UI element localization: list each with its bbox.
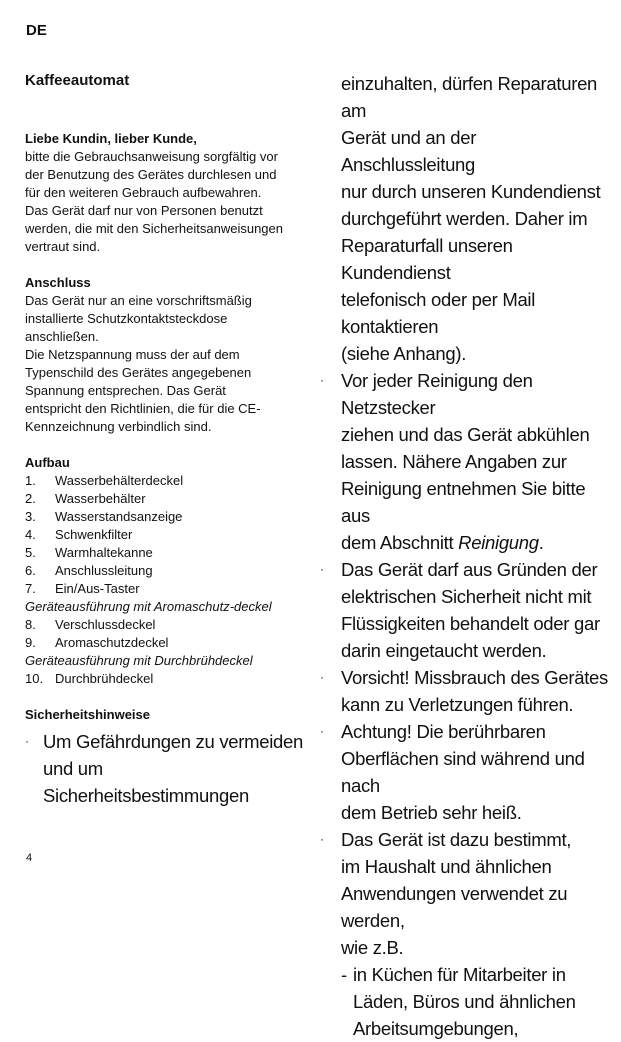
document-title: Kaffeeautomat <box>25 72 130 89</box>
durchbruh-variant-heading: Geräteausführung mit Durchbrühdeckel <box>25 653 253 668</box>
bullet-icon: · <box>320 832 324 846</box>
text-line: (siehe Anhang). <box>341 343 467 364</box>
item-label: Wasserbehälterdeckel <box>55 473 184 488</box>
text-line: Vorsicht! Missbrauch des Gerätes <box>341 667 608 688</box>
text-line: Gerät und an der Anschlussleitung <box>341 127 477 175</box>
item-label: Anschlussleitung <box>55 563 153 578</box>
text-line: bitte die Gebrauchsanweisung sorgfältig vor <box>25 149 278 164</box>
list-item <box>25 472 310 490</box>
text-line: Kennzeichnung verbindlich sind. <box>25 419 212 434</box>
text-line: darin eingetaucht werden. <box>341 640 547 661</box>
list-item <box>25 562 310 580</box>
right-column <box>320 70 610 1042</box>
text-line <box>341 529 610 556</box>
item-number: 5. <box>25 545 36 560</box>
item-number: 1. <box>25 473 36 488</box>
list-item <box>25 508 310 526</box>
item-label: Verschlussdeckel <box>55 617 156 632</box>
text-line: Läden, Büros und ähnlichen <box>353 991 576 1012</box>
item-label: Ein/Aus-Taster <box>55 581 140 596</box>
text-line: wie z.B. <box>341 937 404 958</box>
page-number: 4 <box>26 852 33 864</box>
list-item <box>25 670 310 688</box>
item-label: Aromaschutzdeckel <box>55 635 169 650</box>
reinigung-reference: Reinigung <box>458 532 539 553</box>
text-line: Flüssigkeiten behandelt oder gar <box>341 613 600 634</box>
item-label: Durchbrühdeckel <box>55 671 154 686</box>
item-label: Schwenkfilter <box>55 527 133 542</box>
text-line: einzuhalten, dürfen Reparaturen am <box>341 73 598 121</box>
text-line: Reinigung entnehmen Sie bitte aus <box>341 478 586 526</box>
text-line: Typenschild des Gerätes angegebenen <box>25 365 252 380</box>
bullet-item <box>25 728 310 809</box>
text-line: anschließen. <box>25 329 99 344</box>
bullet-item <box>320 826 610 961</box>
text-line: Reparaturfall unseren Kundendienst <box>341 235 513 283</box>
list-item <box>25 544 310 562</box>
text-line: installierte Schutzkontaktsteckdose <box>25 311 228 326</box>
item-number: 3. <box>25 509 36 524</box>
sicherheit-section <box>25 706 310 809</box>
text-line: telefonisch oder per Mail kontaktieren <box>341 289 536 337</box>
continued-bullet-text <box>320 70 610 367</box>
item-label: Warmhaltekanne <box>55 545 153 560</box>
anschluss-heading: Anschluss <box>25 275 91 290</box>
text-line: Achtung! Die berührbaren <box>341 721 546 742</box>
text-line: und um Sicherheitsbestimmungen <box>43 758 249 806</box>
text-line: lassen. Nähere Angaben zur <box>341 451 567 472</box>
item-number: 6. <box>25 563 36 578</box>
dash-icon: - <box>341 964 347 985</box>
text-line: vertraut sind. <box>25 239 101 254</box>
item-number: 4. <box>25 527 36 542</box>
text-line: Um Gefährdungen zu vermeiden <box>43 731 303 752</box>
language-code: DE <box>26 22 47 39</box>
dash-item <box>320 961 610 1042</box>
list-item <box>25 616 310 634</box>
text-line: dem Betrieb sehr heiß. <box>341 802 522 823</box>
text-line: Die Netzspannung muss der auf dem <box>25 347 240 362</box>
text-span: dem Abschnitt <box>341 532 459 553</box>
greeting-section <box>25 130 310 256</box>
bullet-item <box>320 367 610 556</box>
bullet-item <box>320 664 610 718</box>
text-line: der Benutzung des Gerätes durchlesen und <box>25 167 277 182</box>
list-item <box>25 490 310 508</box>
item-number: 7. <box>25 581 36 596</box>
text-line: in Küchen für Mitarbeiter in <box>353 964 566 985</box>
text-line: Vor jeder Reinigung den Netzstecker <box>341 370 533 418</box>
aufbau-section <box>25 454 310 688</box>
aufbau-heading: Aufbau <box>25 455 70 470</box>
bullet-icon: · <box>320 724 324 738</box>
item-label: Wasserbehälter <box>55 491 146 506</box>
text-line: Arbeitsumgebungen, <box>353 1018 519 1039</box>
anschluss-section <box>25 274 310 436</box>
item-number: 10. <box>25 671 44 686</box>
bullet-icon: · <box>320 373 324 387</box>
item-number: 2. <box>25 491 36 506</box>
bullet-item <box>320 556 610 664</box>
text-line: nur durch unseren Kundendienst <box>341 181 601 202</box>
text-line: im Haushalt und ähnlichen <box>341 856 552 877</box>
text-line: für den weiteren Gebrauch aufbewahren. <box>25 185 262 200</box>
aroma-variant-heading: Geräteausführung mit Aromaschutz-deckel <box>25 599 272 614</box>
item-number: 8. <box>25 617 36 632</box>
text-line: Oberflächen sind während und nach <box>341 748 585 796</box>
text-line: Das Gerät nur an eine vorschriftsmäßig <box>25 293 252 308</box>
text-line: Spannung entsprechen. Das Gerät <box>25 383 226 398</box>
text-line: kann zu Verletzungen führen. <box>341 694 574 715</box>
list-item <box>25 634 310 652</box>
item-label: Wasserstandsanzeige <box>55 509 183 524</box>
bullet-icon: · <box>320 670 324 684</box>
sicherheit-heading: Sicherheitshinweise <box>25 707 150 722</box>
text-line: Anwendungen verwendet zu werden, <box>341 883 568 931</box>
text-line: Das Gerät darf nur von Personen benutzt <box>25 203 263 218</box>
text-line: elektrischen Sicherheit nicht mit <box>341 586 592 607</box>
text-line: durchgeführt werden. Daher im <box>341 208 588 229</box>
greeting-heading: Liebe Kundin, lieber Kunde, <box>25 131 197 146</box>
text-line: entspricht den Richtlinien, die für die CE- <box>25 401 261 416</box>
list-item <box>25 526 310 544</box>
text-line: Das Gerät ist dazu bestimmt, <box>341 829 572 850</box>
item-number: 9. <box>25 635 36 650</box>
text-line: ziehen und das Gerät abkühlen <box>341 424 590 445</box>
bullet-icon: · <box>25 734 29 748</box>
text-line: Das Gerät darf aus Gründen der <box>341 559 598 580</box>
left-column <box>25 72 310 809</box>
list-item <box>25 580 310 598</box>
text-line: werden, die mit den Sicherheitsanweisungen <box>25 221 283 236</box>
text-span: . <box>538 532 544 553</box>
bullet-icon: · <box>320 562 324 576</box>
bullet-item <box>320 718 610 826</box>
